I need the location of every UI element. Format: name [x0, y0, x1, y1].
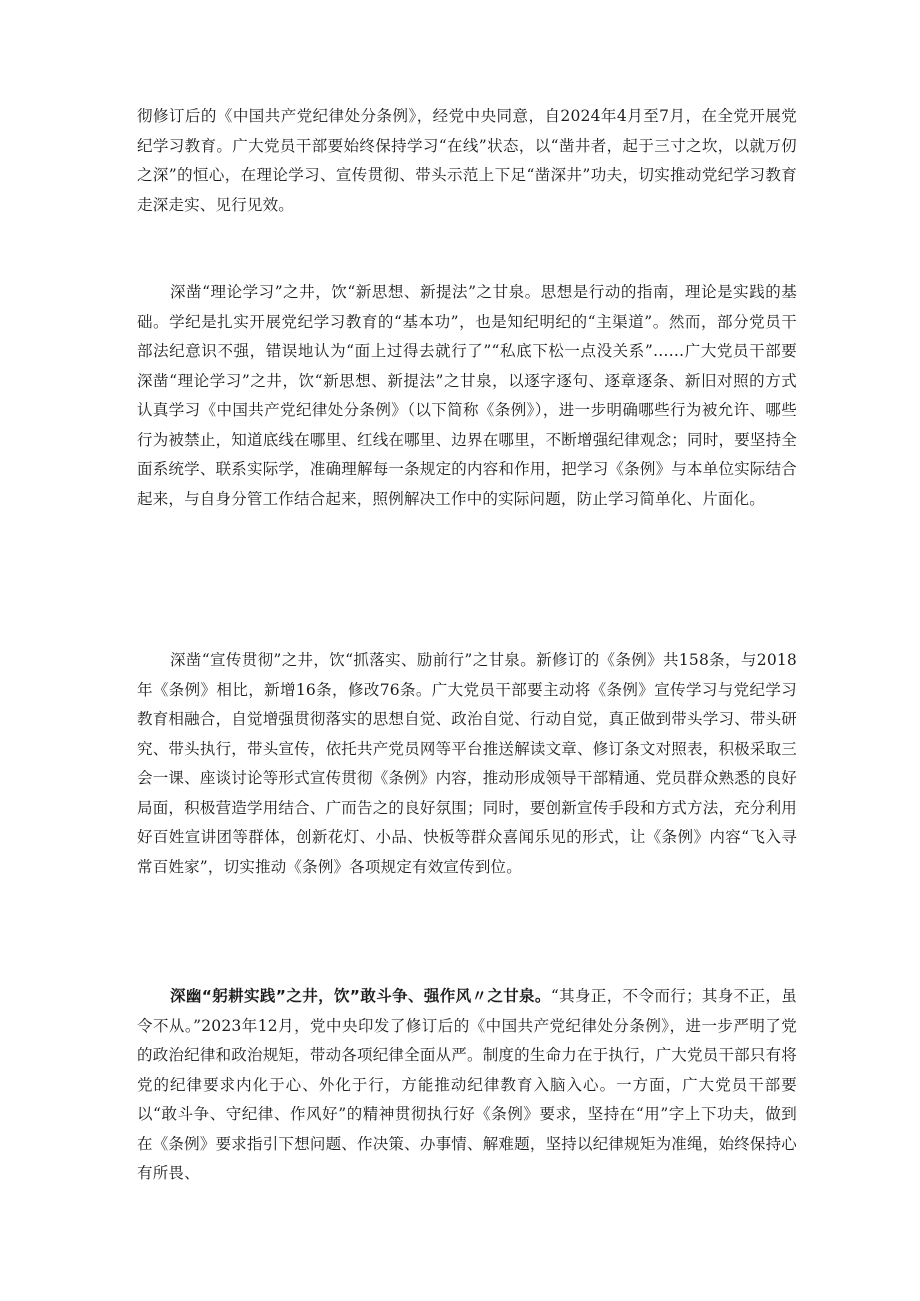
- paragraph-publicity: 深凿“宣传贯彻”之井，饮“抓落实、励前行”之甘泉。新修订的《条例》共158条，与2018年《条例》相比，新增16条，修改76条。广大党员干部要主动将《条例》宣传学习与党纪学习教育相融合，自觉增强贯彻落实的思想自觉、政治自觉、行动自觉，真正做到带头学习、带头研究、带头执行，带头宣传，依托共产党员网等平台推送解读文章、修订条文对照表，积极采取三会一课、座谈讨论等形式宣传贯彻《条例》内容，推动形成领导干部精通、党员群众熟悉的良好局面，积极营造学用结合、广而告之的良好氛围；同时，要创新宣传手段和方式方法，充分利用好百姓宣讲团等群体，创新花灯、小品、快板等群众喜闻乐见的形式，让《条例》内容“飞入寻常百姓家”，切实推动《条例》各项规定有效宣传到位。: [137, 651, 797, 876]
- paragraph-body: “其身正，不令而行；其身不正，虽令不从。”2023年12月，党中央印发了修订后的《中国共产党纪律处分条例》，进一步严明了党的政治纪律和政治规矩，带动各项纪律全面从严。制度的生命力在于执行，广大党员干部只有将党的纪律要求内化于心、外化于行，方能推动纪律教育入脑入心。一方面，广大党员干部要以“敢斗争、守纪律、作风好”的精神贯彻执行好《条例》要求，坚持在“用”字上下功夫，做到在《条例》要求指引下想问题、作决策、办事情、解难题，坚持以纪律规矩为准绳，始终保持心有所畏、: [137, 987, 797, 1182]
- paragraph-theory-study: 深凿“理论学习”之井，饮“新思想、新提法”之甘泉。思想是行动的指南，理论是实践的基础。学纪是扎实开展党纪学习教育的“基本功”，也是知纪明纪的“主渠道”。然而，部分党员干部法纪意识不强，错误地认为“面上过得去就行了”“私底下松一点没关系”……广大党员干部要深凿“理论学习”之井，饮“新思想、新提法”之甘泉，以逐字逐句、逐章逐条、新旧对照的方式认真学习《中国共产党纪律处分条例》（以下简称《条例》），进一步明确哪些行为被允许、哪些行为被禁止，知道底线在哪里、红线在哪里、边界在哪里，不断增强纪律观念；同时，要坚持全面系统学、联系实际学，准确理解每一条规定的内容和作用，把学习《条例》与本单位实际结合起来，与自身分管工作结合起来，照例解决工作中的实际问题，防止学习简单化、片面化。: [137, 283, 797, 508]
- paragraph-intro: 彻修订后的《中国共产党纪律处分条例》，经党中央同意，自2024年4月至7月，在全党开展党纪学习教育。广大党员干部要始终保持学习“在线”状态，以“凿井者，起于三寸之坎，以就万仞之深”的恒心，在理论学习、宣传贯彻、带头示范上下足“凿深井”功夫，切实推动党纪学习教育走深走实、见行见效。: [137, 107, 797, 214]
- paragraph-lead-heading: 深幽“躬耕实践”之井，饮”敢斗争、强作风〃之甘泉。: [170, 987, 551, 1005]
- paragraph-practice: [137, 982, 797, 1189]
